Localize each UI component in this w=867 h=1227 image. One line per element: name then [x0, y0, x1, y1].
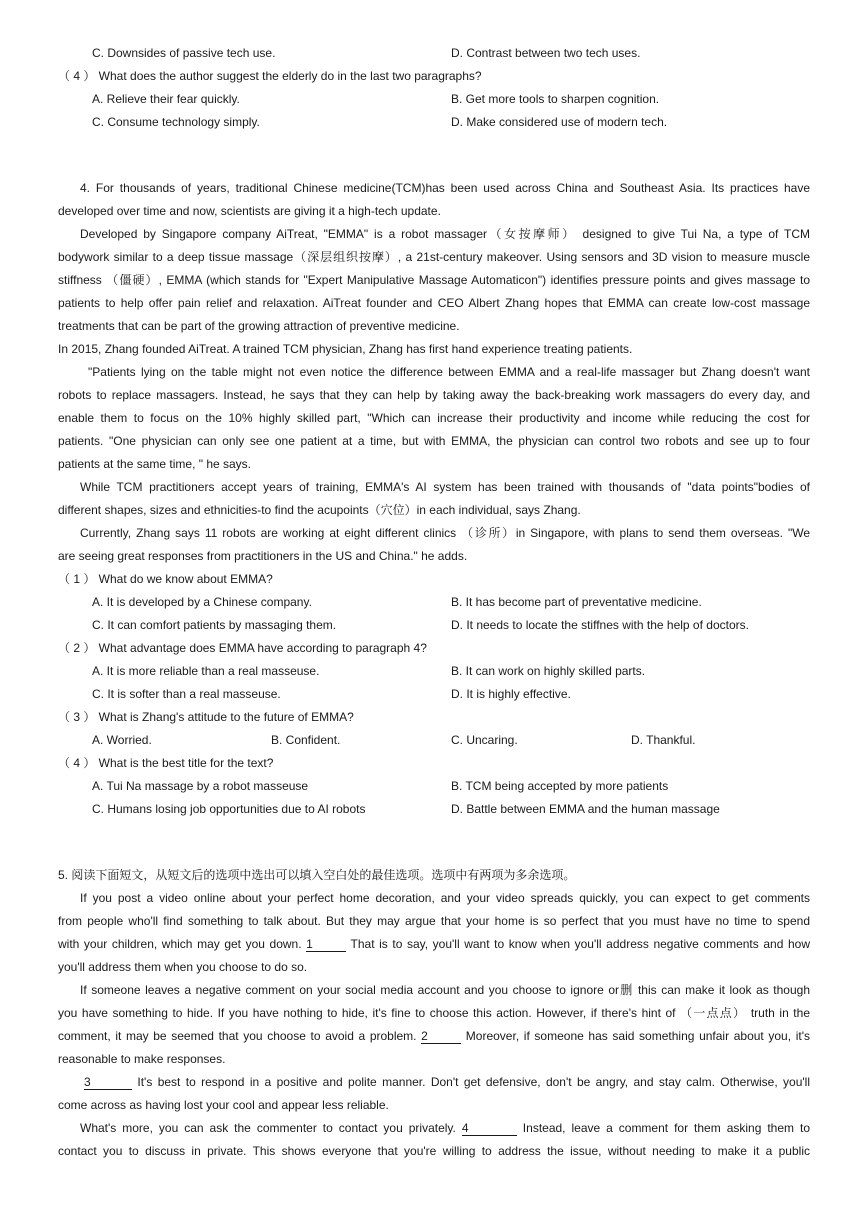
q3-4-option-c: C. Consume technology simply.: [92, 115, 260, 129]
s4-line-6: patients to help offer pain relief and relaxation. AiTreat founder and CEO Albert Zhang hopes that EMMA can create low-cost massage: [58, 296, 810, 310]
s4-line-1: 4. For thousands of years, traditional Chinese medicine(TCM)has been used across China and Southeast Asia. Its practices have: [80, 181, 810, 195]
q4-4-question: （ 4 ） What is the best title for the text?: [58, 756, 274, 770]
s4-line-7: treatments that can be part of the growing attraction of preventive medicine.: [58, 319, 460, 333]
q4-4-option-b: B. TCM being accepted by more patients: [451, 779, 669, 793]
s4-line-16: Currently, Zhang says 11 robots are working at eight different clinics （诊所）in Singapore, with plans to send them overseas. "We: [80, 526, 810, 540]
s4-line-9: "Patients lying on the table might not even notice the difference between EMMA and a real-life massager but Zhang doesn't want: [88, 365, 810, 379]
q3-3-option-c: C. Downsides of passive tech use.: [92, 46, 276, 60]
s5-line-12: contact you to discuss in private. This shows everyone that you're willing to address the issue, without needing to make it a public: [58, 1144, 810, 1158]
q4-1-option-b: B. It has become part of preventative medicine.: [451, 595, 702, 609]
q4-3-question: （ 3 ） What is Zhang's attitude to the future of EMMA?: [58, 710, 354, 724]
q3-4-option-b: B. Get more tools to sharpen cognition.: [451, 92, 660, 106]
s4-line-15: different shapes, sizes and ethnicities-to find the acupoints（穴位）in each individual, says Zhang.: [58, 503, 581, 517]
q4-1-option-c: C. It can comfort patients by massaging them.: [92, 618, 337, 632]
s5-line-6: you have something to hide. If you have nothing to hide, it's fine to choose this action. However, if there's hint of （一点点） truth in the: [58, 1006, 810, 1020]
blank-4[interactable]: 4: [462, 1121, 517, 1136]
q4-2-option-c: C. It is softer than a real masseuse.: [92, 687, 281, 701]
s5-line-2: from people who'll find something to talk about. But they may argue that your home is so perfect that you must have no time to spend: [58, 914, 810, 928]
s5-line-10: come across as having lost your cool and appear less reliable.: [58, 1098, 389, 1112]
q4-1-option-d: D. It needs to locate the stiffnes with the help of doctors.: [451, 618, 749, 632]
q4-2-question: （ 2 ） What advantage does EMMA have according to paragraph 4?: [58, 641, 427, 655]
q4-3-option-d: D. Thankful.: [631, 733, 696, 747]
blank-3[interactable]: 3: [84, 1075, 132, 1090]
s5-line-7: comment, it may be seemed that you choose to avoid a problem. 2 Moreover, if someone has said something unfair about you, it's: [58, 1029, 810, 1043]
s4-line-8: In 2015, Zhang founded AiTreat. A trained TCM physician, Zhang has first hand experience treating patients.: [58, 342, 633, 356]
s4-line-17: are seeing great responses from practitioners in the US and China." he adds.: [58, 549, 468, 563]
q4-2-option-a: A. It is more reliable than a real masseuse.: [92, 664, 320, 678]
s4-line-4: bodywork similar to a deep tissue massage（深层组织按摩）, a 21st-century makeover. Using sensors and 3D vision to measure muscle: [58, 250, 810, 264]
q3-4-question: （ 4 ） What does the author suggest the elderly do in the last two paragraphs?: [58, 69, 482, 83]
s5-line-8: reasonable to make responses.: [58, 1052, 226, 1066]
s5-line-3: with your children, which may get you down. 1 That is to say, you'll want to know when you'll address negative comments and how: [58, 937, 810, 951]
q4-4-option-c: C. Humans losing job opportunities due to AI robots: [92, 802, 366, 816]
blank-2[interactable]: 2: [421, 1029, 461, 1044]
blank-1[interactable]: 1: [306, 937, 346, 952]
s4-line-13: patients at the same time, " he says.: [58, 457, 252, 471]
s5-line-5: If someone leaves a negative comment on your social media account and you choose to ignore or删 this can make it look as though: [80, 983, 810, 997]
q4-2-option-b: B. It can work on highly skilled parts.: [451, 664, 646, 678]
q4-1-option-a: A. It is developed by a Chinese company.: [92, 595, 312, 609]
q4-3-option-b: B. Confident.: [271, 733, 341, 747]
q4-4-option-a: A. Tui Na massage by a robot masseuse: [92, 779, 309, 793]
q4-3-option-a: A. Worried.: [92, 733, 152, 747]
s5-line-4: you'll address them when you choose to do so.: [58, 960, 308, 974]
q4-1-question: （ 1 ） What do we know about EMMA?: [58, 572, 273, 586]
s5-line-11: What's more, you can ask the commenter to contact you privately. 4 Instead, leave a comment for them asking them to: [80, 1121, 810, 1135]
s4-line-11: enable them to focus on the 10% highly skilled part, "Which can increase their productivity and income while reducing the cost for: [58, 411, 810, 425]
q3-4-option-a: A. Relieve their fear quickly.: [92, 92, 240, 106]
q4-2-option-d: D. It is highly effective.: [451, 687, 571, 701]
s4-line-10: robots to replace massagers. Instead, he says that they can help by taking away the back-breaking work massagers do every day, and: [58, 388, 810, 402]
q4-4-option-d: D. Battle between EMMA and the human massage: [451, 802, 720, 816]
s5-line-1: If you post a video online about your perfect home decoration, and your video spreads quickly, you can expect to get comments: [80, 891, 810, 905]
s5-line-9: 3 It's best to respond in a positive and polite manner. Don't get defensive, don't be angry, and stay calm. Otherwise, you'll: [84, 1075, 810, 1089]
s4-line-3: Developed by Singapore company AiTreat, "EMMA" is a robot massager（女按摩师） designed to give Tui Na, a type of TCM: [80, 227, 810, 241]
s4-line-14: While TCM practitioners accept years of training, EMMA's AI system has been trained with thousands of "data points"bodies of: [80, 480, 810, 494]
s4-line-5: stiffness （僵硬）, EMMA (which stands for "Expert Manipulative Massage Automaticon") identifies pressure points and gives massage to: [58, 273, 810, 287]
s5-instructions: 5. 阅读下面短文，从短文后的选项中选出可以填入空白处的最佳选项。选项中有两项为多余选项。: [58, 868, 576, 882]
q4-3-option-c: C. Uncaring.: [451, 733, 518, 747]
s4-line-2: developed over time and now, scientists are giving it a high-tech update.: [58, 204, 441, 218]
q3-3-option-d: D. Contrast between two tech uses.: [451, 46, 641, 60]
q3-4-option-d: D. Make considered use of modern tech.: [451, 115, 668, 129]
s4-line-12: patients. "One physician can only see one patient at a time, but with EMMA, the physician can control two robots and see up to four: [58, 434, 810, 448]
